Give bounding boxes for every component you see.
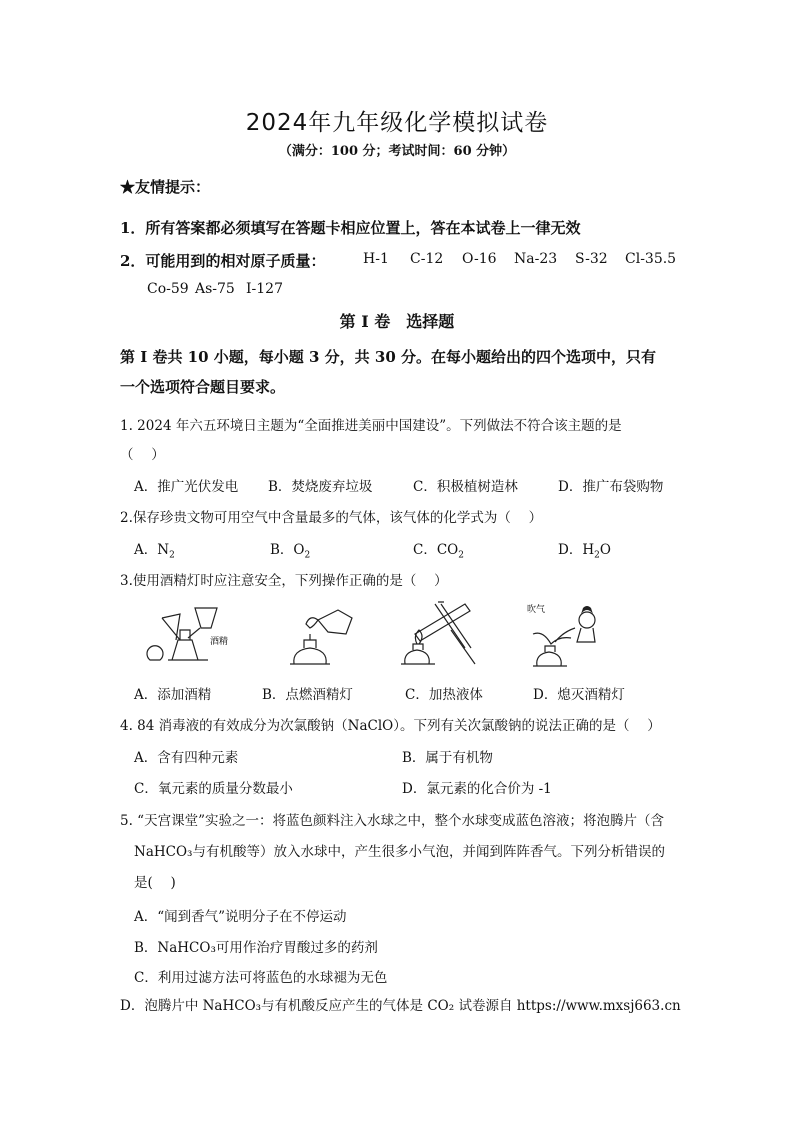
tip-item-2-label: 2．可能用到的相对原子质量： <box>120 252 326 270</box>
q1-option-c: C．积极植树造林 <box>413 479 518 495</box>
q3-option-a: A．添加酒精 <box>134 687 212 703</box>
atomic-mass-co: Co-59 <box>147 281 189 297</box>
section-title: 第 I 卷 选择题 <box>339 312 455 331</box>
q5-option-a: A．“闻到香气”说明分子在不停运动 <box>134 909 347 925</box>
atomic-mass-h: H-1 <box>363 251 389 267</box>
q2-option-b: B．$O_2$ <box>270 542 311 561</box>
figure-add-alcohol <box>140 598 250 670</box>
q3-option-b: B．点燃酒精灯 <box>262 687 353 703</box>
q2-option-d: D．$H_2O$ <box>558 542 611 561</box>
q3-option-d: D．熄灭酒精灯 <box>533 687 625 703</box>
q5-option-d: D．泡腾片中 NaHCO₃与有机酸反应产生的气体是 CO₂ 试卷源自 https://www.mxsj663.cn <box>120 998 681 1014</box>
q2-option-a: A．$N_2$ <box>134 542 175 561</box>
q3-stem: 3.使用酒精灯时应注意安全，下列操作正确的是（ ） <box>120 573 448 589</box>
tip-item-2 <box>120 250 325 271</box>
q2-stem: 2.保存珍贵文物可用空气中含量最多的气体，该气体的化学式为（ ） <box>120 510 543 526</box>
fig-label-alcohol: 酒精 <box>210 637 229 647</box>
q1-option-d: D．推广布袋购物 <box>558 479 664 495</box>
tip-item-1: 1．所有答案都必须填写在答题卡相应位置上，答在本试卷上一律无效 <box>120 219 581 237</box>
q2-option-c: C．$CO_2$ <box>413 542 464 561</box>
atomic-mass-s: S-32 <box>575 251 608 267</box>
atomic-mass-cl: Cl-35.5 <box>625 251 677 267</box>
q5-option-b: B．NaHCO₃可用作治疗胃酸过多的药剂 <box>134 940 378 956</box>
atomic-mass-c: C-12 <box>410 251 444 267</box>
page-subtitle: （满分：100 分；考试时间：60 分钟） <box>278 144 516 159</box>
page-title: 2024年九年级化学模拟试卷 <box>245 110 549 136</box>
q5-stem-line3: 是( ) <box>134 875 176 891</box>
section-instruction-line1: 第 I 卷共 10 小题，每小题 3 分，共 30 分。在每小题给出的四个选项中，只有 <box>120 348 656 366</box>
q3-option-c: C．加热液体 <box>405 687 483 703</box>
atomic-mass-as: As-75 <box>195 281 235 297</box>
q1-option-a: A．推广光伏发电 <box>134 479 239 495</box>
fig-label-blow: 吹气 <box>527 605 546 615</box>
q5-stem-line1: 5. “天宫课堂”实验之一：将蓝色颜料注入水球之中，整个水球变成蓝色溶液；将泡腾片（含 <box>120 813 664 829</box>
q4-stem: 4. 84 消毒液的有效成分为次氯酸钠（NaClO）。下列有关次氯酸钠的说法正确的是（ ） <box>120 718 661 734</box>
q4-option-d: D．氯元素的化合价为 -1 <box>402 781 552 797</box>
q4-option-b: B．属于有机物 <box>402 750 493 766</box>
q4-option-a: A．含有四种元素 <box>134 750 239 766</box>
q1-stem: 1. 2024 年六五环境日主题为“全面推进美丽中国建设”。下列做法不符合该主题的是 <box>120 418 622 434</box>
figure-extinguish-lamp <box>525 598 635 670</box>
q5-option-c: C．利用过滤方法可将蓝色的水球褪为无色 <box>134 970 388 986</box>
q1-paren: （ ） <box>120 447 165 463</box>
q5-stem-line2: NaHCO₃与有机酸等）放入水球中，产生很多小气泡，并闻到阵阵香气。下列分析错误的 <box>134 844 665 860</box>
figure-heat-liquid <box>395 598 505 670</box>
atomic-mass-i: I-127 <box>246 281 283 297</box>
tips-heading: ★友情提示： <box>120 178 211 196</box>
q4-option-c: C．氧元素的质量分数最小 <box>134 781 293 797</box>
section-instruction-line2: 一个选项符合题目要求。 <box>120 378 286 396</box>
atomic-mass-na: Na-23 <box>514 251 558 267</box>
atomic-mass-o: O-16 <box>462 251 497 267</box>
q1-option-b: B．焚烧废弃垃圾 <box>268 479 373 495</box>
figure-light-lamp <box>270 598 380 670</box>
